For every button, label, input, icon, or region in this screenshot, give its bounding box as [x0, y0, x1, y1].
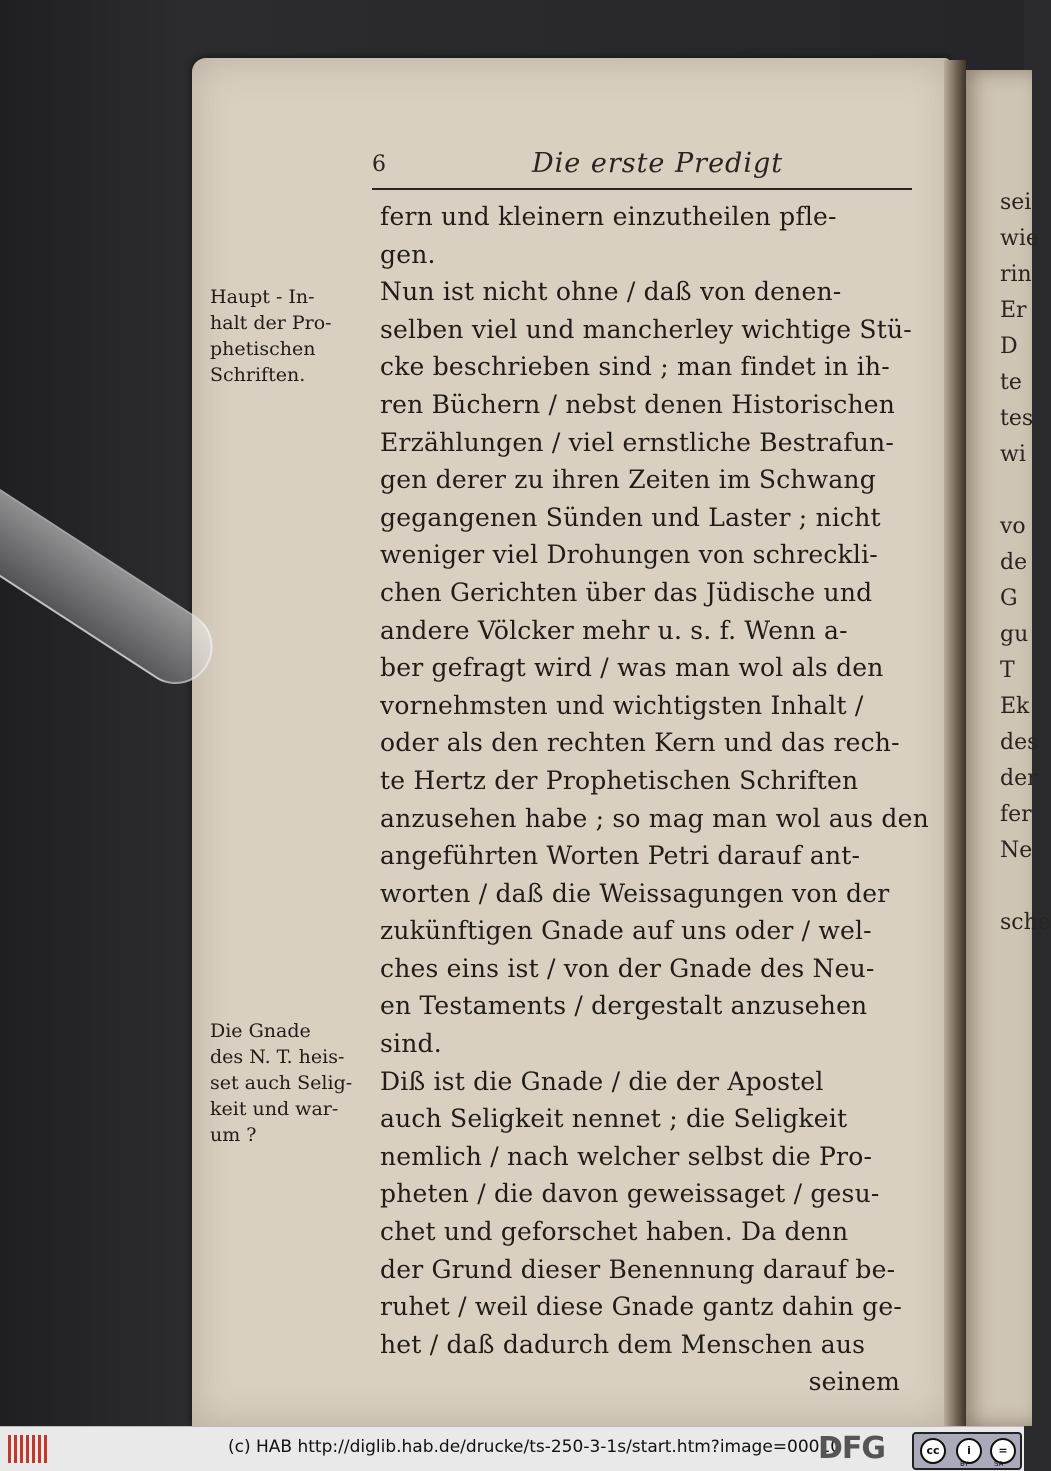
text-line: worten / daß die Weissagungen von der: [380, 878, 890, 908]
running-head: Die erste Predigt: [532, 148, 784, 179]
facing-page-fragment: wie: [1000, 226, 1039, 251]
footer-bar: [0, 1426, 1024, 1471]
text-line: oder als den rechten Kern und das rech-: [380, 728, 900, 758]
facing-page-fragment: de: [1000, 550, 1028, 575]
text-line: zukünftigen Gnade auf uns oder / wel-: [380, 916, 872, 946]
text-line: der Grund dieser Benennung darauf be-: [380, 1254, 896, 1284]
page-gutter: [944, 60, 966, 1426]
facing-page-fragment: rin: [1000, 262, 1032, 287]
margin-note-line: Die Gnade: [210, 1020, 311, 1042]
facing-page-fragment: des: [1000, 730, 1039, 755]
sa-icon: =: [990, 1438, 1016, 1464]
text-line: angeführten Worten Petri darauf ant-: [380, 841, 861, 871]
text-line: selben viel und mancherley wichtige Stü-: [380, 314, 912, 344]
dfg-logo: DFG: [818, 1431, 886, 1466]
text-line: Nun ist nicht ohne / daß von denen-: [380, 277, 842, 307]
body-text: [380, 198, 929, 1401]
facing-page-fragment: Ne: [1000, 838, 1033, 863]
text-line: chet und geforschet haben. Da denn: [380, 1217, 849, 1247]
text-line: Diß ist die Gnade / die der Apostel: [380, 1066, 824, 1096]
facing-page-fragment: der: [1000, 766, 1038, 791]
copyright-credit[interactable]: (c) HAB http://diglib.hab.de/drucke/ts-250-3-1s/start.htm?image=00010: [228, 1437, 842, 1457]
text-line: chen Gerichten über das Jüdische und: [380, 577, 873, 607]
text-line: fern und kleinern einzutheilen pfle-: [380, 202, 837, 231]
facing-page-fragment: sei: [1000, 190, 1032, 215]
margin-note-line: halt der Pro-: [210, 312, 332, 334]
facing-page-fragment: Ek: [1000, 694, 1030, 719]
margin-note-line: des N. T. heis-: [210, 1046, 345, 1068]
facing-page-fragment: Er: [1000, 298, 1027, 323]
facing-page-fragment: gu: [1000, 622, 1029, 647]
sa-label: SA: [994, 1460, 1004, 1468]
text-line: nemlich / nach welcher selbst die Pro-: [380, 1141, 873, 1171]
margin-note-line: phetischen: [210, 338, 316, 360]
text-line: ches eins ist / von der Gnade des Neu-: [380, 953, 875, 983]
text-line: anzusehen habe ; so mag man wol aus den: [380, 803, 929, 833]
cc-icon: cc: [920, 1438, 946, 1464]
text-line: vornehmsten und wichtigsten Inhalt /: [380, 690, 864, 720]
facing-page-fragment: wi: [1000, 442, 1026, 467]
text-line: sind.: [380, 1029, 442, 1059]
page-header: [372, 148, 912, 190]
margin-note-line: um ?: [210, 1124, 257, 1146]
text-line: en Testaments / dergestalt anzusehen: [380, 991, 868, 1021]
facing-page-fragment: T: [1000, 658, 1015, 683]
library-barcode-icon: [8, 1435, 48, 1463]
by-label: BY: [960, 1460, 969, 1468]
text-line: ren Büchern / nebst denen Historischen: [380, 389, 896, 419]
text-line: weniger viel Drohungen von schreckli-: [380, 540, 878, 570]
text-line: het / daß dadurch dem Menschen aus: [380, 1329, 866, 1359]
margin-note-line: keit und war-: [210, 1098, 339, 1120]
text-line: andere Völcker mehr u. s. f. Wenn a-: [380, 615, 848, 645]
creative-commons-badge[interactable]: [912, 1432, 1022, 1470]
facing-page-fragment: vo: [1000, 514, 1026, 539]
text-line: te Hertz der Prophetischen Schriften: [380, 765, 859, 795]
margin-note-grace: [210, 1018, 375, 1148]
text-line: Erzählungen / viel ernstliche Bestrafun-: [380, 427, 895, 457]
text-line: cke beschrieben sind ; man findet in ih-: [380, 352, 890, 382]
text-line: gen derer zu ihren Zeiten im Schwang: [380, 465, 876, 495]
text-line: ruhet / weil diese Gnade gantz dahin ge-: [380, 1292, 903, 1322]
facing-page-fragment: tes: [1000, 406, 1034, 431]
catchword: seinem: [808, 1367, 900, 1397]
text-line: gen.: [380, 239, 436, 269]
by-icon: i: [956, 1438, 982, 1464]
text-line: gegangenen Sünden und Laster ; nicht: [380, 502, 881, 532]
facing-page-fragment: te: [1000, 370, 1022, 395]
margin-note-line: set auch Selig-: [210, 1072, 353, 1094]
facing-page-fragment: fer: [1000, 802, 1032, 827]
text-line: ber gefragt wird / was man wol als den: [380, 653, 884, 683]
facing-page-fragment: D: [1000, 334, 1018, 359]
facing-page-fragment: sche: [1000, 910, 1051, 935]
margin-note-line: Haupt - In-: [210, 286, 315, 308]
margin-note-main-content: [210, 284, 375, 388]
text-line: auch Seligkeit nennet ; die Seligkeit: [380, 1104, 848, 1134]
text-line: pheten / die davon geweissaget / gesu-: [380, 1179, 880, 1209]
page-number: 6: [372, 152, 386, 177]
margin-note-line: Schriften.: [210, 364, 306, 386]
facing-page-fragment: G: [1000, 586, 1018, 611]
